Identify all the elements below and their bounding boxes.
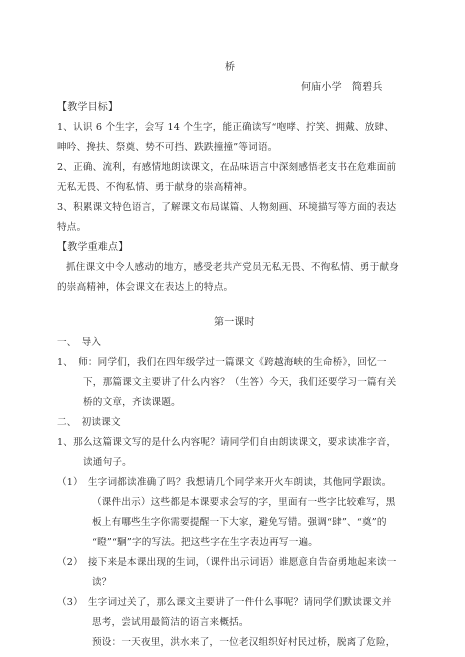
step-line: 板上有哪些生字你需要提醒一下大家，避免写错。强调“肆”、“奠”的 bbox=[92, 517, 387, 528]
step-line: 预设：一天夜里，洪水来了，一位老汉组织好村民过桥，脱离了危险， bbox=[92, 637, 396, 648]
step-line: 读？ bbox=[92, 577, 112, 588]
step-line: 思考，尝试用最简洁的语言来概括。 bbox=[92, 617, 249, 628]
question-line: 读通句子。 bbox=[83, 457, 132, 468]
focus-line: 的崇高精神，体会课文在表达上的特点。 bbox=[57, 282, 234, 293]
objectives-heading: 【教学目标】 bbox=[57, 102, 119, 113]
intro-line: 桥的文章，齐读课题。 bbox=[83, 397, 181, 408]
intro-line: 1、 师：同学们，我们在四年级学过一篇课文《跨越海峡的生命桥》，回忆一 bbox=[57, 357, 387, 368]
question-line: 1、那么这篇课文写的是什么内容呢？请同学们自由朗读课文，要求读准字音， bbox=[57, 437, 397, 448]
lesson-title: 第一课时 bbox=[214, 317, 255, 328]
objectives-line: 呻吟、搀扶、祭奠、势不可挡、跌跌撞撞”等词语。 bbox=[57, 142, 278, 153]
intro-line: 下，那篇课文主要讲了什么内容？（生答）今天，我们还要学习一篇有关 bbox=[83, 377, 397, 388]
objectives-line: 2、正确、流利，有感情地朗读课文，在品味语言中深刻感悟老支书在危难面前 bbox=[57, 162, 397, 173]
objectives-line: 特点。 bbox=[57, 222, 87, 233]
focus-heading: 【教学重难点】 bbox=[57, 242, 129, 253]
page-title: 桥 bbox=[225, 62, 236, 73]
objectives-line: 1、认识 6 个生字，会写 14 个生字，能正确读写“咆哮、拧笑、拥戴、放肆、 bbox=[57, 122, 395, 133]
section-heading-intro: 一、 导入 bbox=[57, 337, 102, 348]
step-line: （3） 生字词过关了，那么课文主要讲了一件什么事呢？请同学们默读课文并 bbox=[57, 597, 392, 608]
step-line: （1） 生字词都读准确了吗？我想请几个同学来开火车朗读，其他同学跟读。 bbox=[57, 477, 392, 488]
section-heading-reading: 二、 初读课文 bbox=[57, 417, 121, 428]
author-line: 何庙小学 简碧兵 bbox=[301, 82, 383, 93]
focus-line: 抓住课文中令人感动的地方，感受老共产党员无私无畏、不徇私情、勇于献身 bbox=[66, 262, 399, 273]
step-line: （2） 接下来是本课出现的生词，（课件出示词语）谁愿意自告奋勇地起来读一 bbox=[57, 557, 397, 568]
objectives-line: 无私无畏、不徇私情、勇于献身的崇高精神。 bbox=[57, 182, 253, 193]
step-line: “瞪”“駉”字的写法。把这些字在生字表边再写一遍。 bbox=[92, 537, 319, 548]
step-line: （课件出示）这些都是本课要求会写的字，里面有一些字比较难写，黑 bbox=[92, 497, 396, 508]
objectives-line: 3、积累课文特色语言，了解课文布局谋篇、人物刻画、环境描写等方面的表达 bbox=[57, 202, 397, 213]
